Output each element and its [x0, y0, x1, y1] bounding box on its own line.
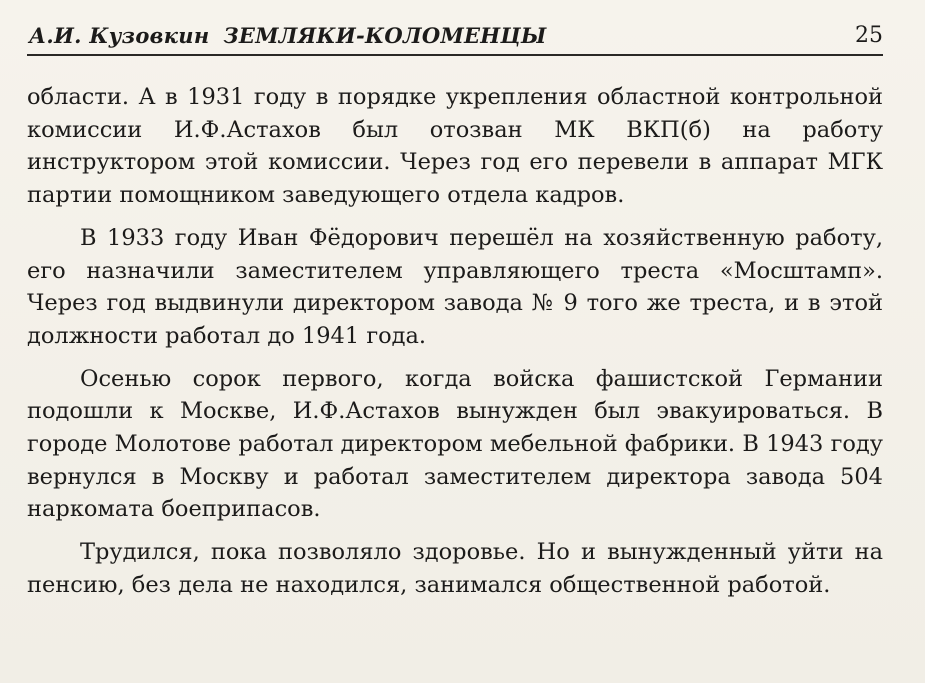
- paragraph-3: Осенью сорок первого, когда войска фашистской Германии подошли к Москве, И.Ф.Астахов вынужден был эвакуироваться. В городе Молотове работал директором мебельной фабрики. В 1943 году вернулся в Москву и работал заместителем директора завода 504 наркомата боеприпасов.: [27, 365, 883, 523]
- running-head: [27, 20, 883, 56]
- paragraph-2: В 1933 году Иван Фёдорович перешёл на хозяйственную работу, его назначили заместителем управляющего треста «Мосштамп». Через год выдвинули директором завода № 9 того же треста, и в этой должности работал до 1941 года.: [27, 224, 883, 349]
- paragraph-1: области. А в 1931 году в порядке укрепления областной контрольной комиссии И.Ф.Астахов был отозван МК ВКП(б) на работу инструктором этой комиссии. Через год его перевели в аппарат МГК партии помощником заведующего отдела кадров.: [27, 84, 883, 209]
- page-number: 25: [855, 23, 883, 48]
- paragraph-4: Трудился, пока позволяло здоровье. Но и вынужденный уйти на пенсию, без дела не находился, занимался общественной работой.: [27, 539, 883, 598]
- author-name: А.И. Кузовкин: [29, 23, 210, 48]
- book-title: ЗЕМЛЯКИ-КОЛОМЕНЦЫ: [223, 23, 547, 48]
- running-head-left: [29, 20, 547, 52]
- text-body: [27, 81, 883, 602]
